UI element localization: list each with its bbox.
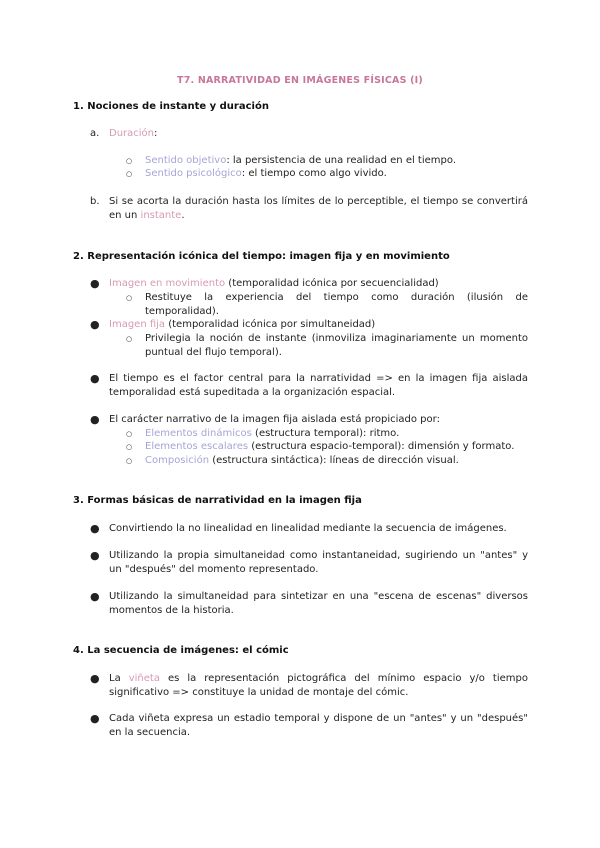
term-sentido-psicologico: Sentido psicológico [145,168,242,179]
section-2-item-4-sub-3: ○ Composición (estructura sintáctica): líneas de dirección visual. [126,455,459,466]
bullet: ● [90,413,100,426]
bullet: ● [90,277,100,290]
section-2-item-4-sub-2: ○ Elementos escalares (estructura espacio-temporal): dimensión y formato. [126,441,515,452]
section-1-sub-2: ○ Sentido psicológico: el tiempo como algo vivido. [126,168,387,179]
section-3-item-1: ● Convirtiendo la no linealidad en linealidad mediante la secuencia de imágenes. [90,522,507,535]
section-4-heading: 4. La secuencia de imágenes: el cómic [73,645,289,656]
term-sentido-objetivo: Sentido objetivo [145,155,227,166]
section-2-item-2-sub: ○ Privilegia la noción de instante (inmoviliza imaginariamente un momento puntual del flujo temporal). [126,333,528,358]
bullet: ● [90,522,100,535]
sub-bullet: ○ [126,294,133,302]
bullet: ● [90,318,100,331]
term-instante: instante [140,210,182,221]
sub-bullet: ○ [126,335,133,343]
section-2-item-4-sub-1: ○ Elementos dinámicos (estructura temporal): ritmo. [126,428,400,439]
sub-bullet: ○ [126,443,133,451]
item-a-marker: a. [90,128,100,139]
section-2-item-4: ● El carácter narrativo de la imagen fija aislada está propiciado por: [90,413,440,426]
section-2-item-2: ● Imagen fija (temporalidad icónica por simultaneidad) [90,318,376,331]
term-vineta: viñeta [128,673,160,684]
bullet: ● [90,672,100,685]
section-2-item-1: ● Imagen en movimiento (temporalidad icónica por secuencialidad) [90,277,439,290]
term-imagen-movimiento: Imagen en movimiento [109,278,226,289]
sub-bullet: ○ [126,457,133,465]
section-3-item-3: ● Utilizando la simultaneidad para sintetizar en una "escena de escenas" diversos momentos de la historia. [90,590,528,616]
section-1-item-b: b. Si se acorta la duración hasta los límites de lo perceptible, el tiempo se convertirá en un instante. [90,196,528,221]
section-3-heading: 3. Formas básicas de narratividad en la imagen fija [73,495,362,506]
section-2-item-1-sub: ○ Restituye la experiencia del tiempo como duración (ilusión de temporalidad). [126,292,528,317]
section-1-sub-1: ○ Sentido objetivo: la persistencia de una realidad en el tiempo. [126,155,456,166]
term-elementos-escalares: Elementos escalares [145,441,249,452]
section-3-item-2: ● Utilizando la propia simultaneidad como instantaneidad, sugiriendo un "antes" y un "después" del momento representado. [90,549,528,575]
section-4-item-1: ● La viñeta es la representación pictográfica del mínimo espacio y/o tiempo significativo => constituye la unidad de montaje del cómic. [90,672,528,698]
bullet: ● [90,712,100,725]
sub-bullet: ○ [126,157,133,165]
bullet: ● [90,590,100,603]
sub-bullet: ○ [126,430,133,438]
term-imagen-fija: Imagen fija [109,319,166,330]
section-4-item-2: ● Cada viñeta expresa un estadio temporal y dispone de un "antes" y un "después" en la secuencia. [90,712,528,738]
section-2-heading: 2. Representación icónica del tiempo: imagen fija y en movimiento [73,251,450,262]
term-elementos-dinamicos: Elementos dinámicos [145,428,252,439]
item-b-marker: b. [90,196,100,207]
term-duracion: Duración [109,128,155,139]
section-1-heading: 1. Nociones de instante y duración [73,101,269,112]
section-2-item-3: ● El tiempo es el factor central para la narratividad => en la imagen fija aislada temporalidad está supeditada a la organización espacial. [90,372,528,398]
bullet: ● [90,549,100,562]
term-composicion: Composición [145,455,210,466]
sub-bullet: ○ [126,170,133,178]
document-title: T7. NARRATIVIDAD EN IMÁGENES FÍSICAS (I) [177,75,423,86]
section-1-item-a: a. Duración: [90,128,158,139]
bullet: ● [90,372,100,385]
